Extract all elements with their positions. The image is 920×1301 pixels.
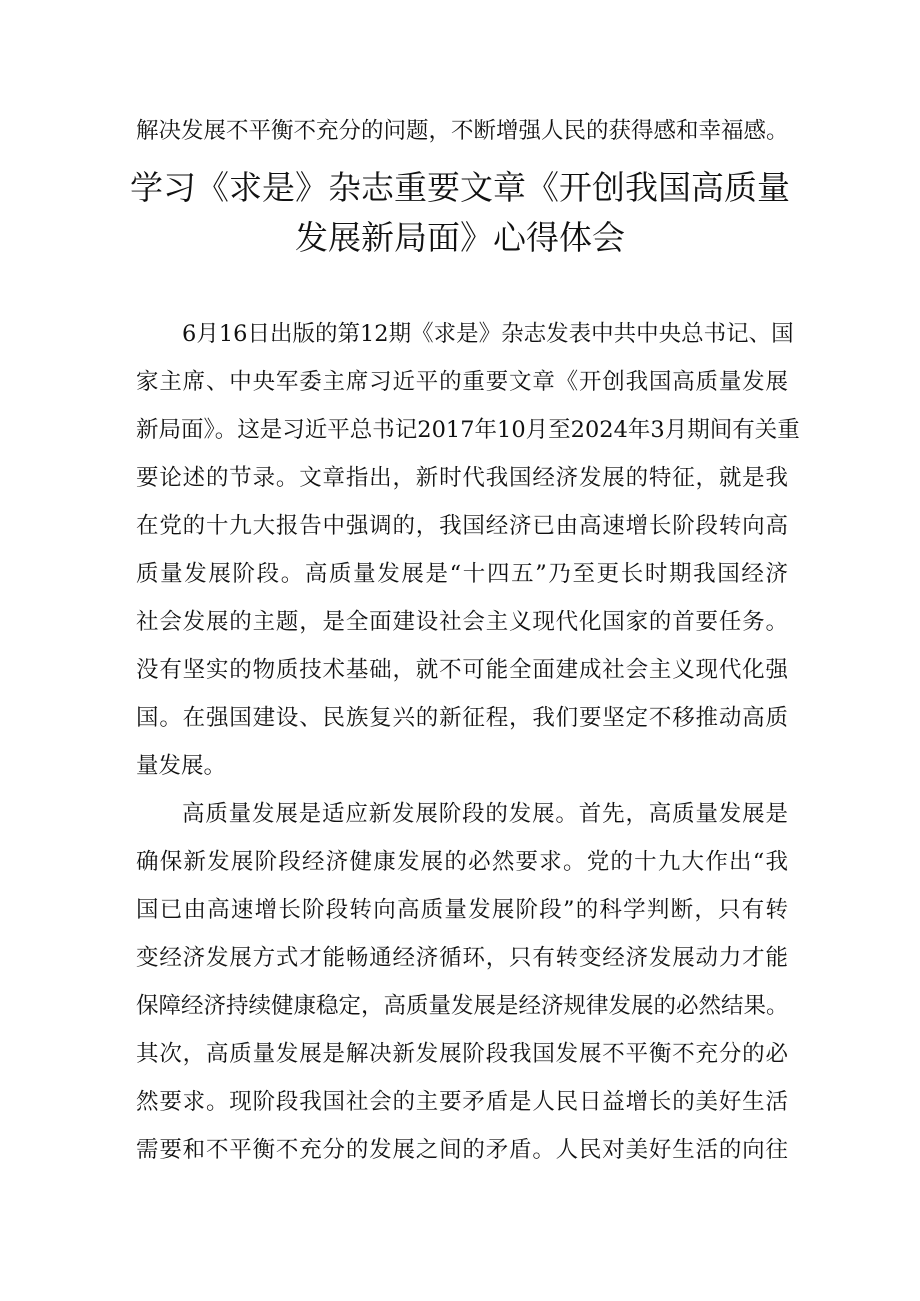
paragraph-1-line: 国。在强国建设、民族复兴的新征程，我们要坚定不移推动高质 — [136, 705, 788, 731]
paragraph-2-line: 需要和不平衡不充分的发展之间的矛盾。人民对美好生活的向往 — [136, 1137, 788, 1163]
paragraph-2-line: 然要求。现阶段我国社会的主要矛盾是人民日益增长的美好生活 — [136, 1089, 788, 1115]
paragraph-2-line: 保障经济持续健康稳定，高质量发展是经济规律发展的必然结果。 — [136, 993, 789, 1019]
paragraph-1-line: 要论述的节录。文章指出，新时代我国经济发展的特征，就是我 — [136, 465, 788, 491]
paragraph-1-line: 社会发展的主题，是全面建设社会主义现代化国家的首要任务。 — [136, 609, 788, 635]
paragraph-1-line: 没有坚实的物质技术基础，就不可能全面建成社会主义现代化强 — [136, 657, 788, 683]
article-title-line-2: 发展新局面》心得体会 — [295, 218, 625, 257]
paragraph-2-line: 国已由高速增长阶段转向高质量发展阶段”的科学判断，只有转 — [136, 897, 788, 923]
prev-paragraph-line: 解决发展不平衡不充分的问题，不断增强人民的获得感和幸福感。 — [136, 118, 789, 144]
paragraph-1-line: 质量发展阶段。高质量发展是“十四五”乃至更长时期我国经济 — [136, 561, 788, 587]
paragraph-1-line: 新局面》。这是习近平总书记2017年10月至2024年3月期间有关重 — [136, 417, 800, 443]
paragraph-2-line: 高质量发展是适应新发展阶段的发展。首先，高质量发展是 — [182, 801, 788, 827]
paragraph-2-line: 变经济发展方式才能畅通经济循环，只有转变经济发展动力才能 — [136, 945, 788, 971]
paragraph-1-line: 量发展。 — [136, 753, 227, 779]
paragraph-2-line: 其次，高质量发展是解决新发展阶段我国发展不平衡不充分的必 — [136, 1041, 788, 1067]
paragraph-2-line: 确保新发展阶段经济健康发展的必然要求。党的十九大作出“我 — [136, 849, 788, 875]
article-title-line-1: 学习《求是》杂志重要文章《开创我国高质量 — [130, 168, 790, 207]
paragraph-1-line: 家主席、中央军委主席习近平的重要文章《开创我国高质量发展 — [136, 369, 788, 395]
paragraph-1-line: 6月16日出版的第12期《求是》杂志发表中共中央总书记、国 — [182, 321, 794, 347]
paragraph-1-line: 在党的十九大报告中强调的，我国经济已由高速增长阶段转向高 — [136, 513, 788, 539]
